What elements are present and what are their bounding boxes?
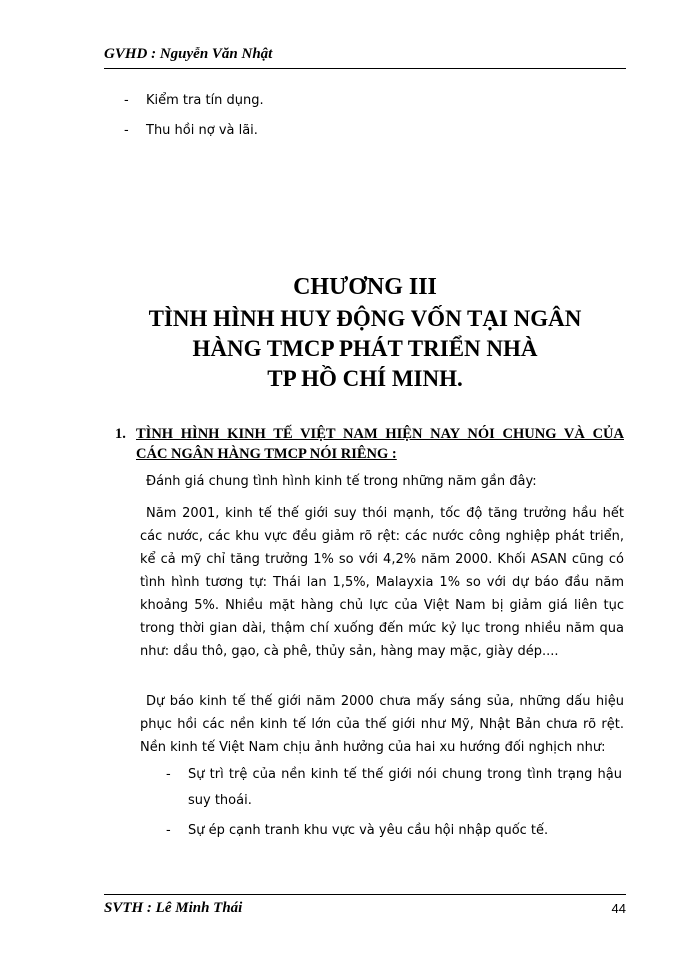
- bullet-dash: -: [166, 823, 171, 838]
- list-item-text: Sự trì trệ của nền kinh tế thế giới nói chung trong tình trạng hậu suy thoái.: [188, 767, 622, 808]
- chapter-subtitle-line: HÀNG TMCP PHÁT TRIỂN NHÀ: [192, 336, 538, 361]
- list-item-text: Thu hồi nợ và lãi.: [146, 123, 258, 138]
- list-item: [124, 120, 604, 142]
- chapter-subtitle: [104, 304, 626, 394]
- section-heading-line: CÁC NGÂN HÀNG TMCP NÓI RIÊNG :: [136, 446, 397, 462]
- header-supervisor: GVHD : Nguyễn Văn Nhật: [104, 46, 273, 62]
- bullet-dash: -: [166, 767, 171, 782]
- list-item-text: Kiểm tra tín dụng.: [146, 93, 264, 108]
- page-number: 44: [611, 901, 626, 916]
- body-paragraph: Năm 2001, kinh tế thế giới suy thói mạnh, tốc độ tăng trưởng hầu hết các nước, các khu vực đều giảm rõ rệt: các nước công nghiệp phát triển, kể cả mỹ chỉ tăng trưởng 1% so với 4,2% năm 2000. Khối ASAN cũng có tình hình tương tự: Thái lan 1,5%, Malayxia 1% so với dự báo đầu năm khoảng 5%. Nhiều mặt hàng chủ lực của Việt Nam bị giảm giá liên tục trong thời gian dài, thậm chí xuống đến mức kỷ lục trong nhiều năm qua như: dầu thô, gạo, cà phê, thủy sản, hàng may mặc, giày dép....: [140, 506, 624, 659]
- list-item: [166, 818, 622, 844]
- list-item: [166, 762, 622, 814]
- body-paragraph: Dự báo kinh tế thế giới năm 2000 chưa mấy sáng sủa, những dấu hiệu phục hồi các nền kinh tế lớn của thế giới như Mỹ, Nhật Bản chưa rõ rệt. Nền kinh tế Việt Nam chịu ảnh hưởng của hai xu hướng đối nghịch như:: [140, 694, 624, 755]
- chapter-subtitle-line: TÌNH HÌNH HUY ĐỘNG VỐN TẠI NGÂN: [148, 306, 582, 331]
- list-item: [124, 90, 604, 112]
- section-number: 1.: [115, 426, 126, 442]
- list-item-text: Sự ép cạnh tranh khu vực và yêu cầu hội nhập quốc tế.: [188, 823, 549, 838]
- bullet-dash: -: [124, 123, 129, 138]
- section-heading-line: TÌNH HÌNH KINH TẾ VIỆT NAM HIỆN NAY NÓI CHUNG VÀ CỦA: [136, 426, 624, 442]
- page-header: [104, 44, 626, 69]
- intro-paragraph: Đánh giá chung tình hình kinh tế trong những năm gần đây:: [146, 474, 537, 489]
- chapter-subtitle-line: TP HỒ CHÍ MINH.: [267, 366, 463, 391]
- bullet-dash: -: [124, 93, 129, 108]
- footer-student: SVTH : Lê Minh Thái: [104, 900, 243, 916]
- chapter-title: CHƯƠNG III: [293, 274, 437, 300]
- page-footer: [104, 894, 626, 925]
